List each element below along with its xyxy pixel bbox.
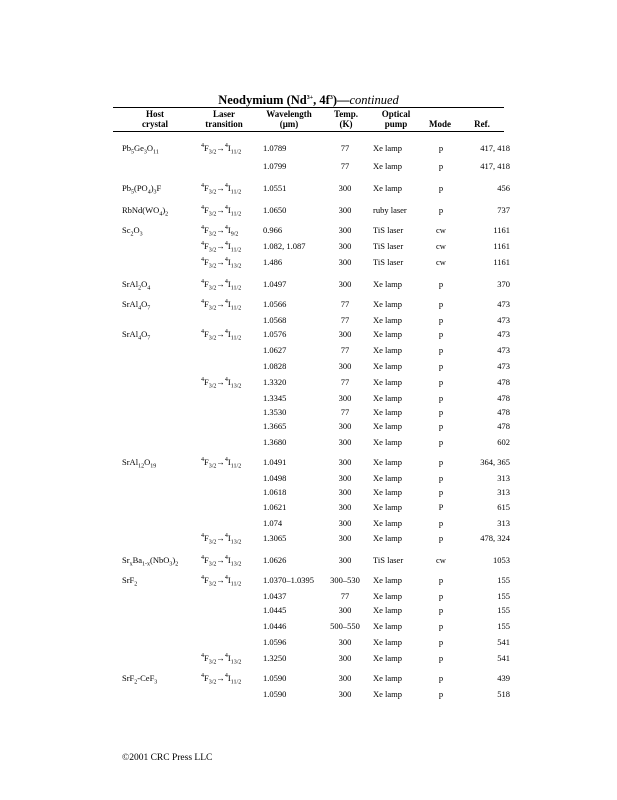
- optical-pump-cell: Xe lamp: [373, 183, 403, 193]
- temperature-cell: 77: [340, 315, 350, 325]
- table-row: [0, 687, 617, 701]
- temperature-cell: 300: [338, 279, 352, 289]
- optical-pump-cell: Xe lamp: [373, 689, 403, 699]
- table-row: [0, 419, 617, 433]
- reference-cell: 737: [497, 205, 510, 215]
- optical-pump-cell: TiS laser: [373, 241, 404, 251]
- wavelength-cell: 1.0491: [263, 457, 287, 467]
- laser-transition-cell: $^4F_{3/2}\to^4I_{11/2}$: [201, 457, 242, 470]
- table-top-rule: [113, 107, 504, 108]
- optical-pump-cell: Xe lamp: [373, 487, 403, 497]
- optical-pump-cell: Xe lamp: [373, 575, 403, 585]
- table-row: [0, 589, 617, 603]
- optical-pump-cell: Xe lamp: [373, 161, 403, 171]
- mode-cell: p: [438, 161, 444, 171]
- table-row: [0, 239, 617, 253]
- wavelength-cell: 1.3345: [263, 393, 287, 403]
- temperature-cell: 300: [338, 421, 352, 431]
- laser-transition-cell: $^4F_{3/2}\to^4I_{11/2}$: [201, 673, 242, 686]
- optical-pump-cell: Xe lamp: [373, 377, 403, 387]
- mode-cell: cw: [436, 257, 446, 267]
- temperature-cell: 300: [338, 518, 352, 528]
- mode-cell: p: [438, 437, 444, 447]
- temperature-cell: 300: [338, 329, 352, 339]
- optical-pump-cell: Xe lamp: [373, 345, 403, 355]
- temperature-cell: 77: [340, 591, 350, 601]
- reference-cell: 518: [497, 689, 510, 699]
- host-crystal-cell: $RbNd(WO_4)_2$: [122, 205, 169, 218]
- optical-pump-cell: Xe lamp: [373, 393, 403, 403]
- header-wavelength: Wavelength (μm): [266, 109, 312, 129]
- wavelength-cell: 1.0596: [263, 637, 287, 647]
- table-row: [0, 277, 617, 291]
- wavelength-cell: 1.486: [263, 257, 283, 267]
- wavelength-cell: 1.0576: [263, 329, 287, 339]
- host-crystal-cell: SrF$_2$: [122, 575, 138, 588]
- mode-cell: p: [438, 591, 444, 601]
- reference-cell: 473: [497, 345, 510, 355]
- mode-cell: p: [438, 533, 444, 543]
- reference-cell: 615: [497, 502, 510, 512]
- mode-cell: p: [438, 653, 444, 663]
- temperature-cell: 300: [338, 473, 352, 483]
- reference-cell: 155: [497, 605, 510, 615]
- mode-cell: p: [438, 361, 444, 371]
- temperature-cell: 300: [338, 437, 352, 447]
- reference-cell: 478, 324: [480, 533, 510, 543]
- laser-transition-cell: $^4F_{3/2}\to^4I_{11/2}$: [201, 575, 242, 588]
- reference-cell: 370: [497, 279, 510, 289]
- optical-pump-cell: Xe lamp: [373, 473, 403, 483]
- mode-cell: p: [438, 183, 444, 193]
- wavelength-cell: 1.0799: [263, 161, 287, 171]
- optical-pump-cell: TiS laser: [373, 257, 404, 267]
- reference-cell: 155: [497, 591, 510, 601]
- reference-cell: 473: [497, 299, 510, 309]
- wavelength-cell: 1.0650: [263, 205, 287, 215]
- temperature-cell: 77: [340, 407, 350, 417]
- table-row: [0, 405, 617, 419]
- table-row: [0, 553, 617, 567]
- mode-cell: cw: [436, 555, 446, 565]
- laser-transition-cell: $^4F_{3/2}\to^4I_{13/2}$: [201, 377, 242, 390]
- wavelength-cell: 1.082, 1.087: [263, 241, 306, 251]
- temperature-cell: 300: [338, 393, 352, 403]
- wavelength-cell: 1.0618: [263, 487, 287, 497]
- optical-pump-cell: Xe lamp: [373, 637, 403, 647]
- wavelength-cell: 1.0828: [263, 361, 287, 371]
- mode-cell: p: [438, 689, 444, 699]
- laser-transition-cell: $^4F_{3/2}\to^4I_{13/2}$: [201, 555, 242, 568]
- mode-cell: p: [438, 329, 444, 339]
- temperature-cell: 300: [338, 257, 352, 267]
- temperature-cell: 300: [338, 487, 352, 497]
- reference-cell: 313: [497, 473, 510, 483]
- host-crystal-cell: $SrAl_4O_7$: [122, 329, 151, 342]
- optical-pump-cell: Xe lamp: [373, 329, 403, 339]
- wavelength-cell: 1.3680: [263, 437, 287, 447]
- table-row: [0, 343, 617, 357]
- wavelength-cell: 1.0446: [263, 621, 287, 631]
- wavelength-cell: 1.0498: [263, 473, 287, 483]
- optical-pump-cell: Xe lamp: [373, 502, 403, 512]
- table-row: [0, 651, 617, 665]
- mode-cell: p: [438, 605, 444, 615]
- mode-cell: cw: [436, 225, 446, 235]
- optical-pump-cell: Xe lamp: [373, 673, 403, 683]
- reference-cell: 1161: [493, 241, 510, 251]
- wavelength-cell: 1.0789: [263, 143, 287, 153]
- temperature-cell: 300: [338, 225, 352, 235]
- optical-pump-cell: TiS laser: [373, 555, 404, 565]
- table-row: [0, 255, 617, 269]
- laser-transition-cell: $^4F_{3/2}\to^4I_{11/2}$: [201, 329, 242, 342]
- temperature-cell: 300: [338, 183, 352, 193]
- reference-cell: 541: [497, 637, 510, 647]
- temperature-cell: 300: [338, 361, 352, 371]
- mode-cell: p: [438, 315, 444, 325]
- table-row: [0, 603, 617, 617]
- mode-cell: p: [438, 143, 444, 153]
- header-laser-transition: Laser transition: [205, 109, 243, 129]
- reference-cell: 313: [497, 487, 510, 497]
- temperature-cell: 300: [338, 653, 352, 663]
- page-title: Neodymium ($Nd^{3+}$, $4f^3)—continued$: [218, 93, 399, 107]
- mode-cell: p: [438, 393, 444, 403]
- table-row: [0, 500, 617, 514]
- temperature-cell: 77: [340, 377, 350, 387]
- reference-cell: 473: [497, 315, 510, 325]
- wavelength-cell: 1.0437: [263, 591, 287, 601]
- temperature-cell: 300: [338, 502, 352, 512]
- host-crystal-cell: $Pb_5Ge_3O_{11}$: [122, 143, 159, 156]
- laser-transition-cell: $^4F_{3/2}\to^4I_{13/2}$: [201, 653, 242, 666]
- wavelength-cell: 1.3065: [263, 533, 287, 543]
- table-row: [0, 671, 617, 685]
- mode-cell: p: [438, 279, 444, 289]
- optical-pump-cell: Xe lamp: [373, 279, 403, 289]
- reference-cell: 417, 418: [480, 161, 510, 171]
- optical-pump-cell: Xe lamp: [373, 407, 403, 417]
- wavelength-cell: 1.0568: [263, 315, 287, 325]
- wavelength-cell: 1.3530: [263, 407, 287, 417]
- temperature-cell: 300: [338, 241, 352, 251]
- header-temp: Temp. (K): [334, 109, 358, 129]
- laser-transition-cell: $^4F_{3/2}\to^4I_{11/2}$: [201, 143, 242, 156]
- optical-pump-cell: Xe lamp: [373, 621, 403, 631]
- wavelength-cell: 1.3320: [263, 377, 287, 387]
- optical-pump-cell: ruby laser: [373, 205, 407, 215]
- optical-pump-cell: Xe lamp: [373, 421, 403, 431]
- laser-transition-cell: $^4F_{3/2}\to^4I_{11/2}$: [201, 241, 242, 254]
- mode-cell: p: [438, 345, 444, 355]
- mode-cell: p: [438, 473, 444, 483]
- reference-cell: 473: [497, 361, 510, 371]
- temperature-cell: 300: [338, 555, 352, 565]
- reference-cell: 478: [497, 407, 510, 417]
- mode-cell: p: [438, 457, 444, 467]
- wavelength-cell: 1.0621: [263, 502, 287, 512]
- host-crystal-cell: $SrAl_2O_4$: [122, 279, 151, 292]
- reference-cell: 1053: [493, 555, 510, 565]
- optical-pump-cell: Xe lamp: [373, 457, 403, 467]
- table-row: [0, 375, 617, 389]
- table-row: [0, 359, 617, 373]
- reference-cell: 478: [497, 421, 510, 431]
- table-row: [0, 619, 617, 633]
- mode-cell: p: [438, 673, 444, 683]
- reference-cell: 602: [497, 437, 510, 447]
- temperature-cell: 300: [338, 605, 352, 615]
- mode-cell: cw: [436, 241, 446, 251]
- temperature-cell: 300: [338, 673, 352, 683]
- reference-cell: 456: [497, 183, 510, 193]
- optical-pump-cell: Xe lamp: [373, 591, 403, 601]
- host-crystal-cell: SrF$_2$-CeF$_3$: [122, 673, 158, 686]
- mode-cell: p: [438, 575, 444, 585]
- reference-cell: 541: [497, 653, 510, 663]
- optical-pump-cell: Xe lamp: [373, 437, 403, 447]
- wavelength-cell: 1.0590: [263, 689, 287, 699]
- mode-cell: p: [438, 421, 444, 431]
- table-row: [0, 313, 617, 327]
- laser-transition-cell: $^4F_{3/2}\to^4I_{11/2}$: [201, 279, 242, 292]
- table-row: [0, 159, 617, 173]
- host-crystal-cell: $Sr_xBa_{1-x}(NbO_3)_2$: [122, 555, 179, 568]
- temperature-cell: 300–530: [330, 575, 360, 585]
- reference-cell: 478: [497, 377, 510, 387]
- optical-pump-cell: Xe lamp: [373, 315, 403, 325]
- wavelength-cell: 1.3665: [263, 421, 287, 431]
- header-optical-pump: Optical pump: [381, 109, 411, 129]
- mode-cell: p: [438, 205, 444, 215]
- laser-transition-cell: $^4F_{3/2}\to^4I_{13/2}$: [201, 257, 242, 270]
- reference-cell: 473: [497, 329, 510, 339]
- table-header-rule: [113, 131, 504, 132]
- optical-pump-cell: Xe lamp: [373, 299, 403, 309]
- table-row: [0, 223, 617, 237]
- reference-cell: 1161: [493, 257, 510, 267]
- mode-cell: P: [438, 502, 444, 512]
- optical-pump-cell: Xe lamp: [373, 361, 403, 371]
- table-row: [0, 531, 617, 545]
- wavelength-cell: 1.0590: [263, 673, 287, 683]
- reference-cell: 478: [497, 393, 510, 403]
- reference-cell: 313: [497, 518, 510, 528]
- mode-cell: p: [438, 621, 444, 631]
- host-crystal-cell: $SrAl_{12}O_{19}$: [122, 457, 157, 470]
- table-row: [0, 297, 617, 311]
- host-crystal-cell: $Pb_5(PO_4)_3F$: [122, 183, 162, 196]
- laser-transition-cell: $^4F_{3/2}\to^4I_{13/2}$: [201, 533, 242, 546]
- optical-pump-cell: Xe lamp: [373, 533, 403, 543]
- reference-cell: 439: [497, 673, 510, 683]
- mode-cell: p: [438, 407, 444, 417]
- temperature-cell: 300: [338, 457, 352, 467]
- wavelength-cell: 1.074: [263, 518, 283, 528]
- host-crystal-cell: $Sc_2O_3$: [122, 225, 143, 238]
- optical-pump-cell: Xe lamp: [373, 143, 403, 153]
- wavelength-cell: 1.0370–1.0395: [263, 575, 314, 585]
- table-row: [0, 203, 617, 217]
- table-row: [0, 573, 617, 587]
- optical-pump-cell: Xe lamp: [373, 518, 403, 528]
- table-row: [0, 141, 617, 155]
- wavelength-cell: 1.0626: [263, 555, 287, 565]
- table-row: [0, 635, 617, 649]
- mode-cell: p: [438, 637, 444, 647]
- optical-pump-cell: Xe lamp: [373, 605, 403, 615]
- optical-pump-cell: TiS laser: [373, 225, 404, 235]
- temperature-cell: 300: [338, 205, 352, 215]
- reference-cell: 155: [497, 575, 510, 585]
- table-row: [0, 455, 617, 469]
- host-crystal-cell: $SrAl_4O_7$: [122, 299, 151, 312]
- laser-transition-cell: $^4F_{3/2}\to^4I_{9/2}$: [201, 225, 239, 238]
- wavelength-cell: 1.0551: [263, 183, 287, 193]
- wavelength-cell: 1.0497: [263, 279, 287, 289]
- mode-cell: p: [438, 377, 444, 387]
- temperature-cell: 300: [338, 637, 352, 647]
- header-ref: Ref.: [474, 119, 490, 129]
- mode-cell: p: [438, 487, 444, 497]
- temperature-cell: 77: [340, 161, 350, 171]
- laser-transition-cell: $^4F_{3/2}\to^4I_{11/2}$: [201, 183, 242, 196]
- table-row: [0, 485, 617, 499]
- reference-cell: 155: [497, 621, 510, 631]
- temperature-cell: 77: [340, 143, 350, 153]
- wavelength-cell: 1.0566: [263, 299, 287, 309]
- laser-transition-cell: $^4F_{3/2}\to^4I_{11/2}$: [201, 299, 242, 312]
- reference-cell: 417, 418: [480, 143, 510, 153]
- table-row: [0, 327, 617, 341]
- mode-cell: p: [438, 299, 444, 309]
- wavelength-cell: 1.3250: [263, 653, 287, 663]
- temperature-cell: 300: [338, 533, 352, 543]
- laser-transition-cell: $^4F_{3/2}\to^4I_{11/2}$: [201, 205, 242, 218]
- table-row: [0, 181, 617, 195]
- wavelength-cell: 1.0627: [263, 345, 287, 355]
- temperature-cell: 500–550: [330, 621, 360, 631]
- reference-cell: 1161: [493, 225, 510, 235]
- header-mode: Mode: [429, 119, 451, 129]
- table-row: [0, 391, 617, 405]
- mode-cell: p: [438, 518, 444, 528]
- temperature-cell: 77: [340, 299, 350, 309]
- wavelength-cell: 1.0445: [263, 605, 287, 615]
- header-host: Host crystal: [142, 109, 168, 129]
- temperature-cell: 77: [340, 345, 350, 355]
- copyright-footer: ©2001 CRC Press LLC: [122, 753, 213, 763]
- temperature-cell: 300: [338, 689, 352, 699]
- table-row: [0, 471, 617, 485]
- optical-pump-cell: Xe lamp: [373, 653, 403, 663]
- table-row: [0, 435, 617, 449]
- reference-cell: 364, 365: [480, 457, 510, 467]
- wavelength-cell: 0.966: [263, 225, 283, 235]
- table-row: [0, 516, 617, 530]
